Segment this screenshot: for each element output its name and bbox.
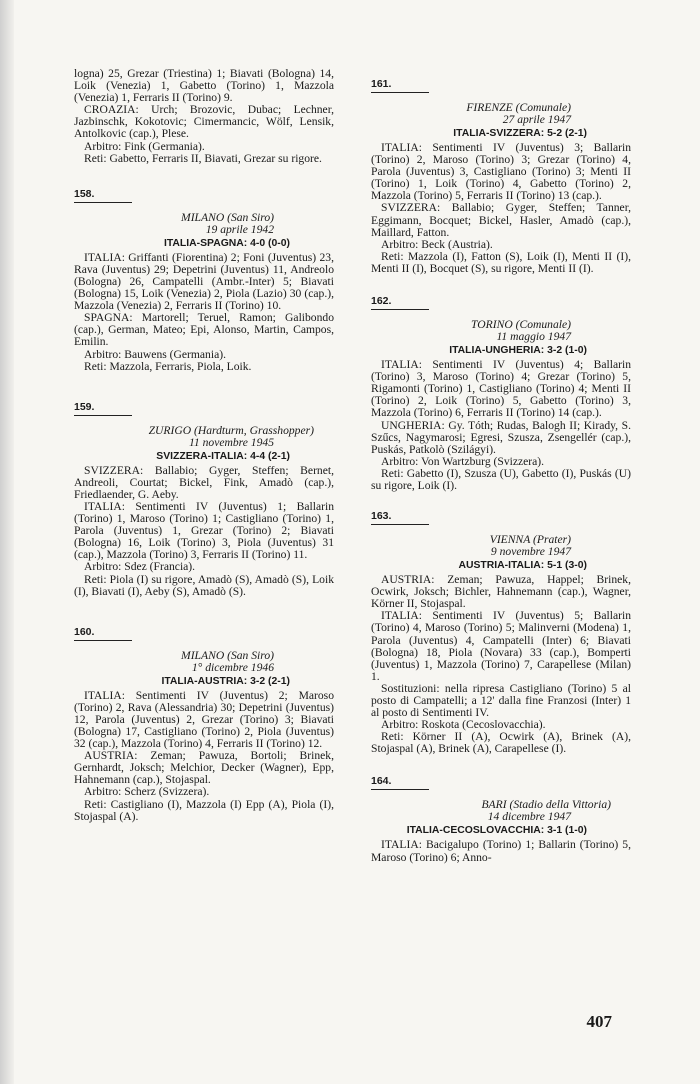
match-result: ITALIA-CECOSLOVACCHIA: 3-1 (1-0) — [406, 825, 587, 837]
goals-line: Reti: Gabetto (I), Szusza (U), Gabetto (I), Puskás (U) su rigore, Loik (I). — [371, 466, 631, 492]
match-161 — [371, 74, 631, 275]
goals-line: Reti: Mazzola (I), Fatton (S), Loik (I), Menti II (I), Menti II (I), Bocquet (S), su rigore, Menti II (I). — [371, 249, 631, 275]
continuation-text: logna) 25, Grezar (Triestina) 1; Biavati (Bologna) 14, Loik (Venezia) 1, Gabetto (Torino) 1, Mazzola (Venezia) 1, Ferraris II (Torino) 9. — [74, 67, 334, 105]
team-line: SVIZZERA: Ballabio; Gyger, Steffen; Tanner, Eggimann, Bocquet; Bickel, Hasler, Amadò (cap.), Maillard, Fatton. — [371, 201, 631, 239]
page-spine-shadow — [0, 0, 14, 1084]
match-date: 19 aprile 1942 — [205, 222, 274, 236]
match-163 — [371, 506, 631, 755]
match-result: AUSTRIA-ITALIA: 5-1 (3-0) — [458, 560, 587, 572]
referee-line: Arbitro: Fink (Germania). — [84, 139, 205, 153]
team-line: UNGHERIA: Gy. Tóth; Rudas, Balogh II; Kirady, S. Szűcs, Nagymarosi; Egresi, Szusza, Zsengellér (cap.), Puskás, Patkolò (Szilágyi). — [371, 418, 631, 456]
team-line: ITALIA: Sentimenti IV (Juventus) 1; Ballarin (Torino) 1, Maroso (Torino) 1; Castigliano (Torino) 1, Parola (Juventus) 1, Grezar (Torino) 2; Biavati (Bologna) 16, Loik (Torino) 3, Piola (Juventus) 31 (cap.), Mazzola (Torino) 3, Ferraris II (Torino) 11. — [74, 499, 334, 562]
team-line: ITALIA: Sentimenti IV (Juventus) 2; Maroso (Torino) 2, Rava (Alessandria) 30; Depetrini (Juventus) 12, Parola (Juventus) 2, Grezar (Torino) 3; Biavati (Bologna) 17, Castigliano (Torino) 2, Piola (Juventus) 32 (cap.), Mazzola (Torino) 4, Ferraris II (Torino) 12. — [74, 688, 334, 751]
team-line: CROAZIA: Urch; Brozovic, Dubac; Lechner, Jazbinschk, Kokotovic; Cimermancic, Wölf, Lensik, Antolkovic (cap.), Plese. — [74, 103, 334, 141]
team-line: SVIZZERA: Ballabio; Gyger, Steffen; Bernet, Andreoli, Courtat; Bickel, Fink, Amadò (cap.), Friedlaender, G. Aeby. — [74, 463, 334, 501]
match-result: SVIZZERA-ITALIA: 4-4 (2-1) — [156, 450, 290, 462]
match-result: ITALIA-AUSTRIA: 3-2 (2-1) — [161, 675, 290, 687]
match-159 — [74, 397, 334, 598]
team-line: ITALIA: Sentimenti IV (Juventus) 5; Ballarin (Torino) 4, Maroso (Torino) 5; Malinverni (Modena) 1, Parola (Juventus) 4, Campatelli (Inter) 6; Biavati (Bologna) 18, Piola (Novara) 33 (cap.), Bomperti (Juventus) 1, Mazzola (Torino) 7, Carapellese (Milan) 1. — [371, 609, 631, 683]
match-date: 11 novembre 1945 — [189, 435, 274, 449]
referee-line: Arbitro: Scherz (Svizzera). — [84, 785, 210, 799]
goals-line: Reti: Piola (I) su rigore, Amadò (S), Amadò (S), Loik (I), Biavati (I), Aeby (S), Amadò (S). — [74, 572, 334, 598]
match-number: 159. — [74, 401, 132, 416]
match-number: 158. — [74, 188, 132, 203]
referee-line: Arbitro: Roskota (Cecoslovacchia). — [381, 718, 546, 732]
left-column — [74, 68, 334, 823]
match-date: 14 dicembre 1947 — [487, 810, 571, 824]
referee-line: Arbitro: Bauwens (Germania). — [84, 347, 226, 361]
right-column — [371, 74, 631, 864]
match-result: ITALIA-SVIZZERA: 5-2 (2-1) — [453, 128, 587, 139]
referee-line: Arbitro: Von Wartzburg (Svizzera). — [381, 454, 545, 468]
match-date: 9 novembre 1947 — [490, 545, 571, 559]
match-venue: MILANO (San Siro) — [181, 648, 274, 662]
team-line: SPAGNA: Martorell; Teruel, Ramon; Galibondo (cap.), German, Mateo; Epi, Alonso, Martin, Campos, Emilin. — [74, 311, 334, 349]
team-line: AUSTRIA: Zeman; Pawuza, Happel; Brinek, Ocwirk, Joksch; Bichler, Hahnemann (cap.), Wagner, Körner II, Stojaspal. — [371, 573, 631, 611]
match-number: 162. — [371, 295, 429, 310]
match-venue: ZURIGO (Hardturm, Grasshopper) — [148, 423, 314, 437]
team-line: ITALIA: Sentimenti IV (Juventus) 3; Ballarin (Torino) 2, Maroso (Torino) 3; Grezar (Torino) 4, Parola (Juventus) 3, Castigliano (Torino) 3; Menti II (Torino) 1, Loik (Torino) 4, Gabetto (Torino) 2, Mazzola (Torino) 5, Ferraris II (Torino) 13 (cap.). — [371, 141, 631, 203]
match-164 — [371, 771, 631, 863]
match-date: 27 aprile 1947 — [502, 113, 571, 126]
match-number: 161. — [371, 78, 429, 93]
match-venue: FIRENZE (Comunale) — [466, 101, 571, 114]
substitutions-line: Sostituzioni: nella ripresa Castigliano (Torino) 5 al posto di Campatelli; a 12' dalla fine Franzosi (Inter) 1 al posto di Sentimenti IV. — [371, 681, 631, 720]
page-number: 407 — [586, 1012, 612, 1031]
match-number: 160. — [74, 626, 132, 641]
match-result: ITALIA-SPAGNA: 4-0 (0-0) — [163, 237, 290, 249]
match-date: 1° dicembre 1946 — [191, 660, 274, 674]
match-venue: BARI (Stadio della Vittoria) — [481, 798, 611, 812]
referee-line: Arbitro: Beck (Austria). — [381, 237, 493, 251]
goals-line: Reti: Gabetto, Ferraris II, Biavati, Grezar su rigore. — [84, 151, 322, 165]
goals-line: Reti: Mazzola, Ferraris, Piola, Loik. — [84, 359, 252, 373]
match-number: 164. — [371, 775, 429, 790]
goals-line: Reti: Körner II (A), Ocwirk (A), Brinek (A), Stojaspal (A), Brinek (A), Carapellese (I). — [371, 730, 631, 756]
match-venue: MILANO (San Siro) — [181, 210, 274, 224]
match-160 — [74, 622, 334, 823]
match-158 — [74, 184, 334, 373]
team-line: ITALIA: Bacigalupo (Torino) 1; Ballarin (Torino) 5, Maroso (Torino) 6; Anno- — [371, 838, 631, 864]
match-result: ITALIA-UNGHERIA: 3-2 (1-0) — [449, 345, 587, 357]
match-date: 11 maggio 1947 — [496, 330, 571, 344]
match-venue: VIENNA (Prater) — [489, 533, 571, 547]
match-162 — [371, 291, 631, 492]
team-line: ITALIA: Griffanti (Fiorentina) 2; Foni (Juventus) 23, Rava (Juventus) 29; Depetrini (Juventus) 11, Andreolo (Bologna) 26, Campatelli (Ambr.-Inter) 5; Biavati (Bologna) 15, Loik (Venezia) 2, Piola (Lazio) 30 (cap.), Mazzola (Venezia) 2, Ferraris II (Torino) 10. — [74, 250, 334, 313]
referee-line: Arbitro: Sdez (Francia). — [84, 560, 196, 574]
team-line: ITALIA: Sentimenti IV (Juventus) 4; Ballarin (Torino) 3, Maroso (Torino) 4; Grezar (Torino) 5, Rigamonti (Torino) 1, Castigliano (Torino) 4; Menti II (Torino) 2, Loik (Torino) 5, Gabetto (Torino) 3, Mazzola (Torino) 6, Ferraris II (Torino) 14 (cap.). — [371, 358, 631, 420]
team-line: AUSTRIA: Zeman; Pawuza, Bortoli; Brinek, Gernhardt, Joksch; Melchior, Decker (Wagner), Epp, Hahnemann (cap.), Stojaspal. — [74, 749, 334, 787]
match-number: 163. — [371, 510, 429, 525]
match-venue: TORINO (Comunale) — [471, 318, 571, 332]
goals-line: Reti: Castigliano (I), Mazzola (I) Epp (A), Piola (I), Stojaspal (A). — [74, 797, 334, 823]
